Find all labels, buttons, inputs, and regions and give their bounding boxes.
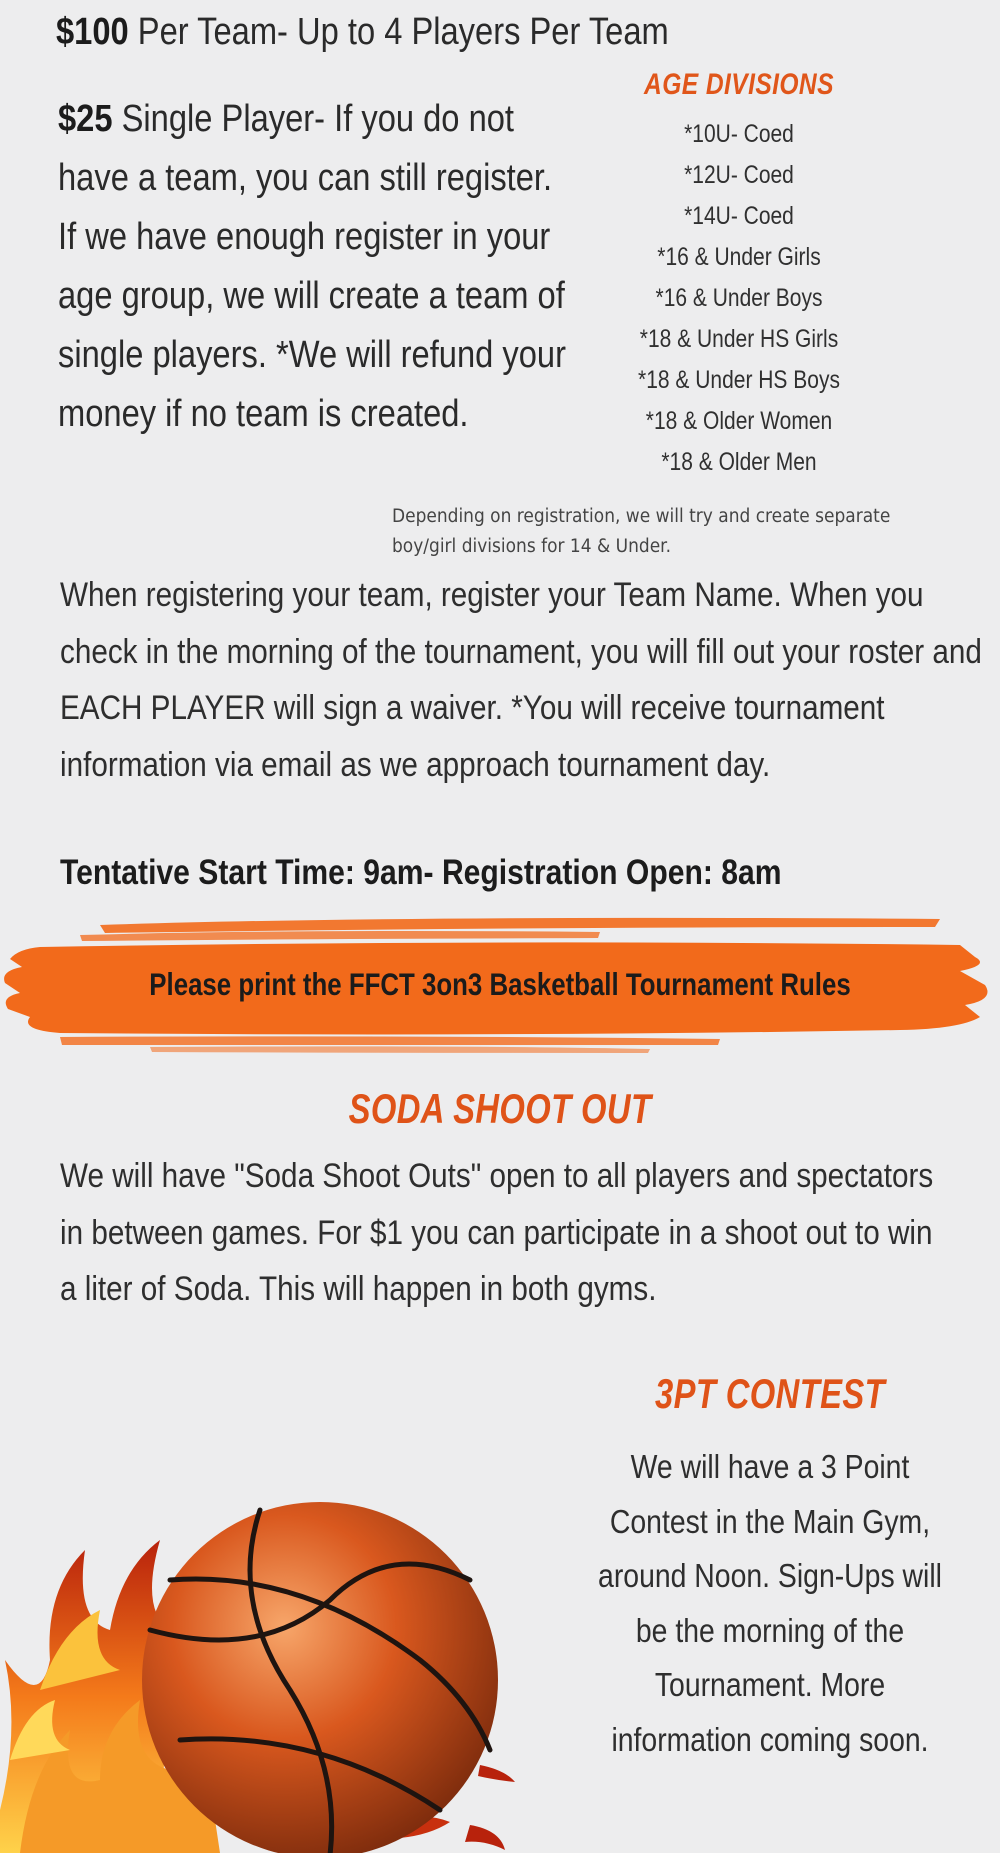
single-player-paragraph xyxy=(58,90,578,444)
start-time: Tentative Start Time: 9am- Registration Open: 8am xyxy=(60,853,782,892)
three-point-contest-title: 3PT CONTEST xyxy=(654,1370,886,1417)
team-price: $100 xyxy=(56,11,129,53)
flaming-basketball-illustration xyxy=(0,1430,560,1853)
three-point-contest-text: We will have a 3 Point Contest in the Main Gym, around Noon. Sign-Ups will be the morning of the Tournament. More information coming soon. xyxy=(598,1448,942,1758)
soda-shoot-out-title: SODA SHOOT OUT xyxy=(348,1085,652,1132)
age-division-item: *18 & Older Men xyxy=(661,448,817,476)
age-divisions-list xyxy=(621,114,858,483)
soda-shoot-out-text: We will have "Soda Shoot Outs" open to all players and spectators in between games. For $1 you can participate in a shoot out to win a liter of Soda. This will happen in both gyms. xyxy=(60,1157,934,1308)
age-division-item: *12U- Coed xyxy=(684,161,794,189)
age-division-item: *18 & Under HS Girls xyxy=(639,325,839,353)
age-division-item: *16 & Under Boys xyxy=(655,284,823,312)
age-division-item: *18 & Older Women xyxy=(645,407,833,435)
team-price-line xyxy=(56,8,669,56)
age-division-item: *16 & Under Girls xyxy=(657,243,821,271)
single-text: Single Player- If you do not have a team, you can still register. If we have enough register in your age group, we will create a team of single players. *We will refund your money if no team is created. xyxy=(58,98,566,435)
division-note: Depending on registration, we will try and create separate boy/girl divisions for 14 & Under. xyxy=(392,506,891,557)
age-division-item: *14U- Coed xyxy=(684,202,794,230)
registration-paragraph: When registering your team, register your Team Name. When you check in the morning of the tournament, you will fill out your roster and EACH PLAYER will sign a waiver. *You will receive tournament information via email as we approach tournament day. xyxy=(60,576,982,784)
age-divisions-title: AGE DIVISIONS xyxy=(644,68,834,101)
rules-banner-text[interactable]: Please print the FFCT 3on3 Basketball Tournament Rules xyxy=(149,966,851,1002)
single-price: $25 xyxy=(58,98,113,140)
team-price-text: Per Team- Up to 4 Players Per Team xyxy=(128,11,669,53)
age-division-item: *18 & Under HS Boys xyxy=(638,366,840,394)
age-division-item: *10U- Coed xyxy=(684,120,794,148)
basketball-icon xyxy=(142,1502,498,1853)
